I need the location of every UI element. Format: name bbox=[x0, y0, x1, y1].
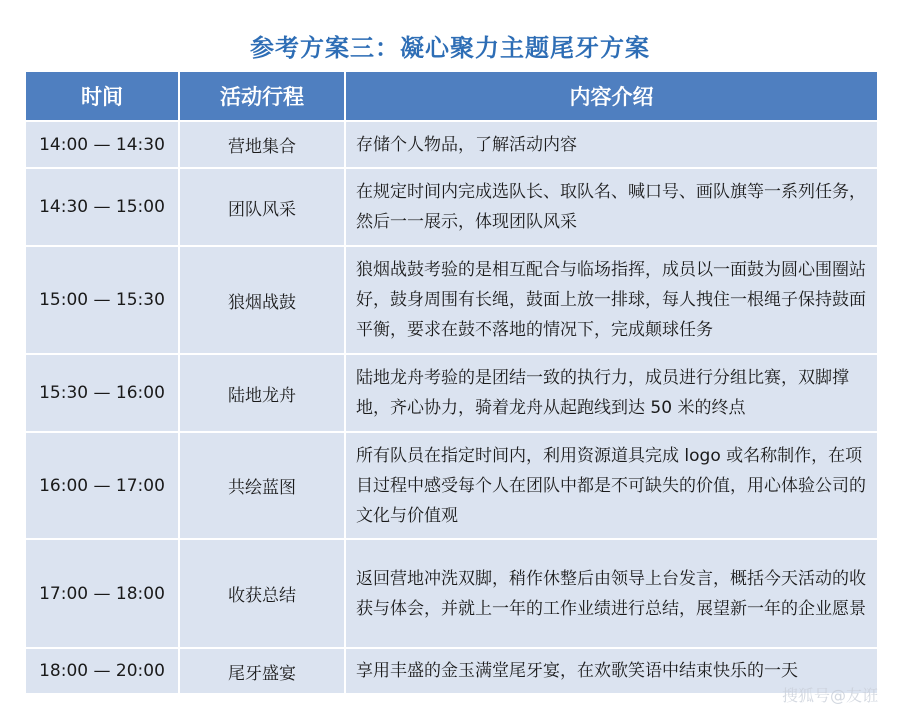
schedule-table bbox=[24, 70, 879, 695]
row-activity: 尾牙盛宴 bbox=[179, 648, 345, 694]
table-row bbox=[25, 354, 878, 432]
row-activity: 共绘蓝图 bbox=[179, 432, 345, 539]
table-row bbox=[25, 246, 878, 354]
row-time: 17:00 — 18:00 bbox=[25, 539, 179, 648]
row-activity: 陆地龙舟 bbox=[179, 354, 345, 432]
header-activity: 活动行程 bbox=[179, 71, 345, 121]
row-content: 陆地龙舟考验的是团结一致的执行力，成员进行分组比赛，双脚撑地，齐心协力，骑着龙舟从起跑线到达 50 米的终点 bbox=[345, 354, 878, 432]
row-content: 狼烟战鼓考验的是相互配合与临场指挥，成员以一面鼓为圆心围圈站好，鼓身周围有长绳，鼓面上放一排球，每人拽住一根绳子保持鼓面平衡，要求在鼓不落地的情况下，完成颠球任务 bbox=[345, 246, 878, 354]
row-activity: 团队风采 bbox=[179, 168, 345, 246]
row-content: 返回营地冲洗双脚，稍作休整后由领导上台发言，概括今天活动的收获与体会，并就上一年的工作业绩进行总结，展望新一年的企业愿景 bbox=[345, 539, 878, 648]
row-time: 15:30 — 16:00 bbox=[25, 354, 179, 432]
row-content: 享用丰盛的金玉满堂尾牙宴，在欢歌笑语中结束快乐的一天 bbox=[345, 648, 878, 694]
header-time: 时间 bbox=[25, 71, 179, 121]
row-activity: 营地集合 bbox=[179, 121, 345, 168]
watermark: 搜狐号@友诳 bbox=[781, 686, 878, 705]
row-activity: 收获总结 bbox=[179, 539, 345, 648]
row-time: 15:00 — 15:30 bbox=[25, 246, 179, 354]
table-header-row bbox=[25, 71, 878, 121]
table-row bbox=[25, 539, 878, 648]
table-row bbox=[25, 648, 878, 694]
row-time: 14:00 — 14:30 bbox=[25, 121, 179, 168]
row-time: 16:00 — 17:00 bbox=[25, 432, 179, 539]
row-time: 14:30 — 15:00 bbox=[25, 168, 179, 246]
row-time: 18:00 — 20:00 bbox=[25, 648, 179, 694]
page-title: 参考方案三：凝心聚力主题尾牙方案 bbox=[250, 34, 650, 62]
table-row bbox=[25, 432, 878, 539]
table-row bbox=[25, 168, 878, 246]
row-content: 存储个人物品，了解活动内容 bbox=[345, 121, 878, 168]
row-content: 所有队员在指定时间内，利用资源道具完成 logo 或名称制作，在项目过程中感受每个人在团队中都是不可缺失的价值，用心体验公司的文化与价值观 bbox=[345, 432, 878, 539]
table-row bbox=[25, 121, 878, 168]
row-content: 在规定时间内完成选队长、取队名、喊口号、画队旗等一系列任务，然后一一展示，体现团队风采 bbox=[345, 168, 878, 246]
header-content: 内容介绍 bbox=[345, 71, 878, 121]
row-activity: 狼烟战鼓 bbox=[179, 246, 345, 354]
